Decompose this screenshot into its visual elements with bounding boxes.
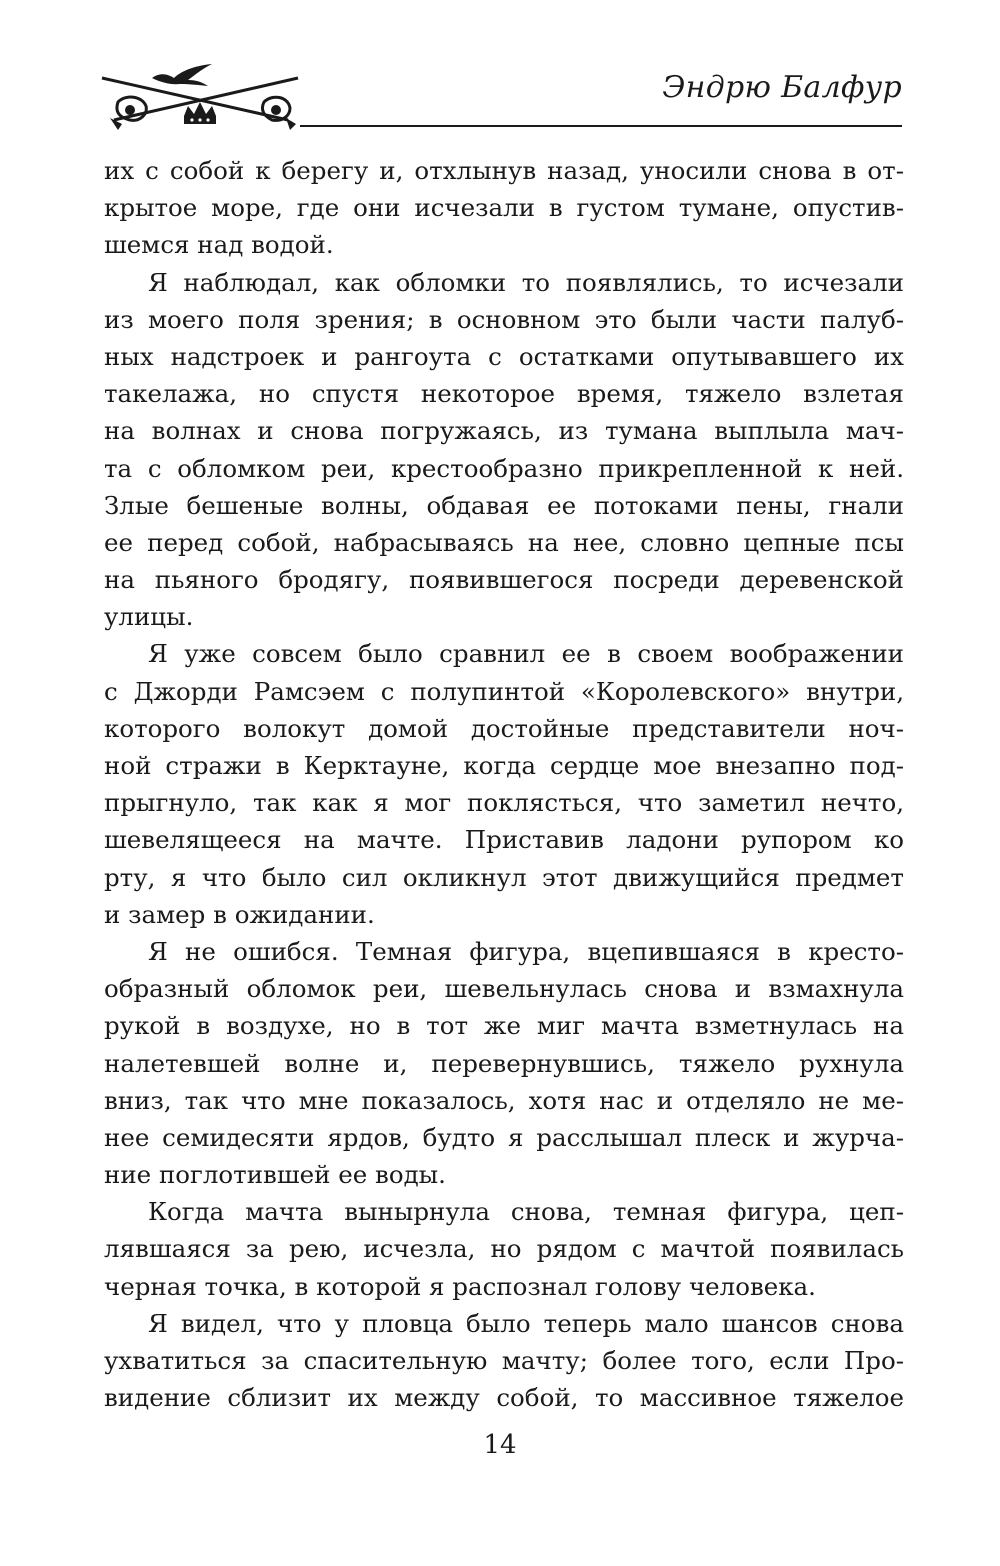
paragraph [104, 933, 904, 1193]
text-line: ной стражи в Керктауне, когда сердце мое внезапно под- [104, 751, 904, 780]
text-line: черная точка, в которой я распознал голову человека. [104, 1271, 816, 1301]
text-line: Я уже совсем было сравнил ее в своем воображении [148, 639, 904, 669]
text-line: ухватиться за спасительную мачту; более того, если Про- [104, 1346, 904, 1375]
text-line: Злые бешеные волны, обдавая ее потоками пены, гнали [104, 490, 904, 520]
text-line: которого волокут домой достойные представители ноч- [104, 713, 904, 743]
text-line: рукой в воздухе, но в тот же миг мачта взметнулась на [104, 1011, 904, 1041]
body-text [104, 152, 904, 1416]
text-line: их с собой к берегу и, отхлынув назад, уносили снова в от- [104, 156, 904, 185]
crossed-swords-crown-bird-icon [100, 58, 300, 136]
text-line: Я видел, что у пловца было теперь мало шансов снова [148, 1308, 904, 1338]
text-line: рту, я что было сил окликнул этот движущийся предмет [104, 862, 904, 892]
paragraph [104, 264, 904, 636]
text-line: вниз, так что мне показалось, хотя нас и отделяло не ме- [104, 1085, 904, 1115]
text-line: улицы. [104, 602, 194, 632]
text-line: Я наблюдал, как обломки то появлялись, то исчезали [148, 267, 904, 297]
text-line: крытое море, где они исчезали в густом тумане, опустив- [104, 193, 904, 223]
text-line: шемся над водой. [104, 230, 334, 260]
text-line: видение сблизит их между собой, то массивное тяжелое [104, 1383, 904, 1413]
text-line: Когда мачта вынырнула снова, темная фигура, цеп- [148, 1197, 904, 1227]
text-line: на волнах и снова погружаясь, из тумана выплыла мач- [104, 416, 904, 446]
text-line: и замер в ожидании. [104, 899, 375, 929]
text-line: из моего поля зрения; в основном это были части палуб- [104, 304, 904, 334]
paragraph [104, 152, 904, 264]
text-line: Я не ошибся. Темная фигура, вцепившаяся в кресто- [148, 936, 904, 966]
text-line: шевелящееся на мачте. Приставив ладони рупором ко [104, 825, 904, 855]
paragraph [104, 1193, 904, 1305]
text-line: нее семидесяти ярдов, будто я расслышал плеск и журча- [104, 1122, 904, 1152]
page-number: 14 [483, 1430, 517, 1460]
text-line: прыгнуло, так как я мог поклясться, что заметил нечто, [104, 788, 904, 818]
text-line: ее перед собой, набрасываясь на нее, словно цепные псы [104, 527, 904, 557]
paragraph [104, 1305, 904, 1417]
text-line: та с обломком реи, крестообразно прикрепленной к ней. [104, 453, 904, 483]
text-line: налетевшей волне и, перевернувшись, тяжело рухнула [104, 1048, 904, 1078]
text-line: образный обломок реи, шевельнулась снова и взмахнула [104, 974, 904, 1004]
header-divider [300, 125, 902, 127]
text-line: на пьяного бродягу, появившегося посреди деревенской [104, 565, 904, 595]
text-line: такелажа, но спустя некоторое время, тяжело взлетая [104, 379, 904, 409]
page-header [0, 0, 1000, 140]
text-line: с Джорди Рамсэем с полупинтой «Королевского» внутри, [104, 676, 904, 706]
text-line: лявшаяся за рею, исчезла, но рядом с мачтой появилась [104, 1234, 904, 1264]
text-line: ние поглотившей ее воды. [104, 1160, 446, 1190]
paragraph [104, 635, 904, 933]
running-header-author: Эндрю Балфур [662, 70, 902, 105]
text-line: ных надстроек и рангоута с остатками опутывавшего их [104, 341, 904, 371]
